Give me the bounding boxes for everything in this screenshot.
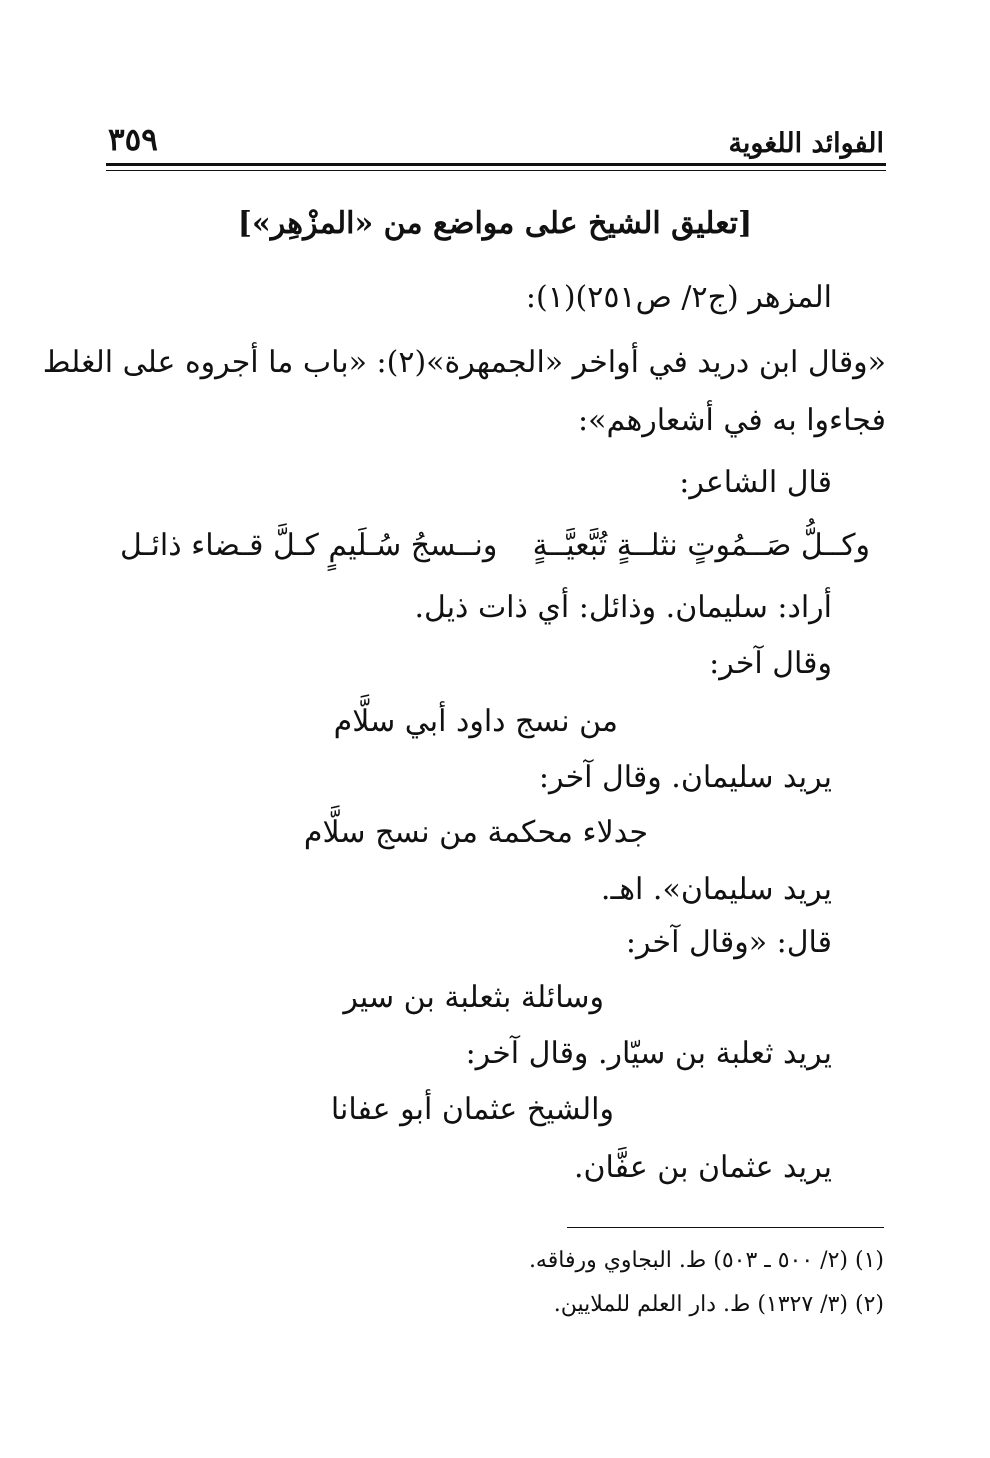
header-rule-thin (106, 170, 886, 171)
quote-line-2: فجاءوا به في أشعارهم»: (578, 403, 886, 438)
explanation-2: يريد سليمان. وقال آخر: (538, 760, 832, 795)
centered-verse-1: من نسج داود أبي سلَّام (333, 704, 618, 739)
said-another: قال: «وقال آخر: (625, 925, 832, 960)
another-said-1: وقال آخر: (709, 646, 832, 681)
explanation-1: أراد: سليمان. وذائل: أي ذات ذيل. (414, 590, 832, 625)
citation: المزهر (ج٢/ ص٢٥١)(١): (525, 280, 832, 315)
section-heading: [تعليق الشيخ على مواضع من «المزْهِر»] (237, 206, 753, 241)
poet-said: قال الشاعر: (679, 465, 832, 500)
quote-line-1: «وقال ابن دريد في أواخر «الجمهرة»(٢): «باب ما أجروه على الغلط (42, 345, 886, 380)
page-number: ٣٥٩ (108, 122, 158, 158)
footnote-1: (١) (٢/ ٥٠٠ ـ ٥٠٣) ط. البجاوي ورفاقه. (528, 1248, 884, 1273)
centered-verse-3: وسائلة بثعلبة بن سير (343, 980, 604, 1015)
verse-first-hemistich: وكــلُّ صَــمُوتٍ نثلــةٍ تُبَّعيَّــةٍ (532, 528, 870, 563)
header-rule-thick (106, 163, 886, 166)
explanation-4: يريد ثعلبة بن سيّار. وقال آخر: (465, 1036, 832, 1071)
footnote-rule (567, 1227, 884, 1228)
explanation-3: يريد سليمان». اهـ. (600, 872, 832, 907)
footnote-2: (٢) (٣/ ١٣٢٧) ط. دار العلم للملايين. (553, 1292, 884, 1317)
centered-verse-4: والشيخ عثمان أبو عفانا (330, 1092, 614, 1127)
explanation-5: يريد عثمان بن عفَّان. (573, 1150, 832, 1185)
centered-verse-2: جدلاء محكمة من نسج سلَّام (303, 815, 648, 850)
running-title: الفوائد اللغوية (728, 128, 884, 159)
verse-second-hemistich: ونــسجُ سُـلَيمٍ كـلَّ قـضاء ذائـل (120, 528, 498, 563)
